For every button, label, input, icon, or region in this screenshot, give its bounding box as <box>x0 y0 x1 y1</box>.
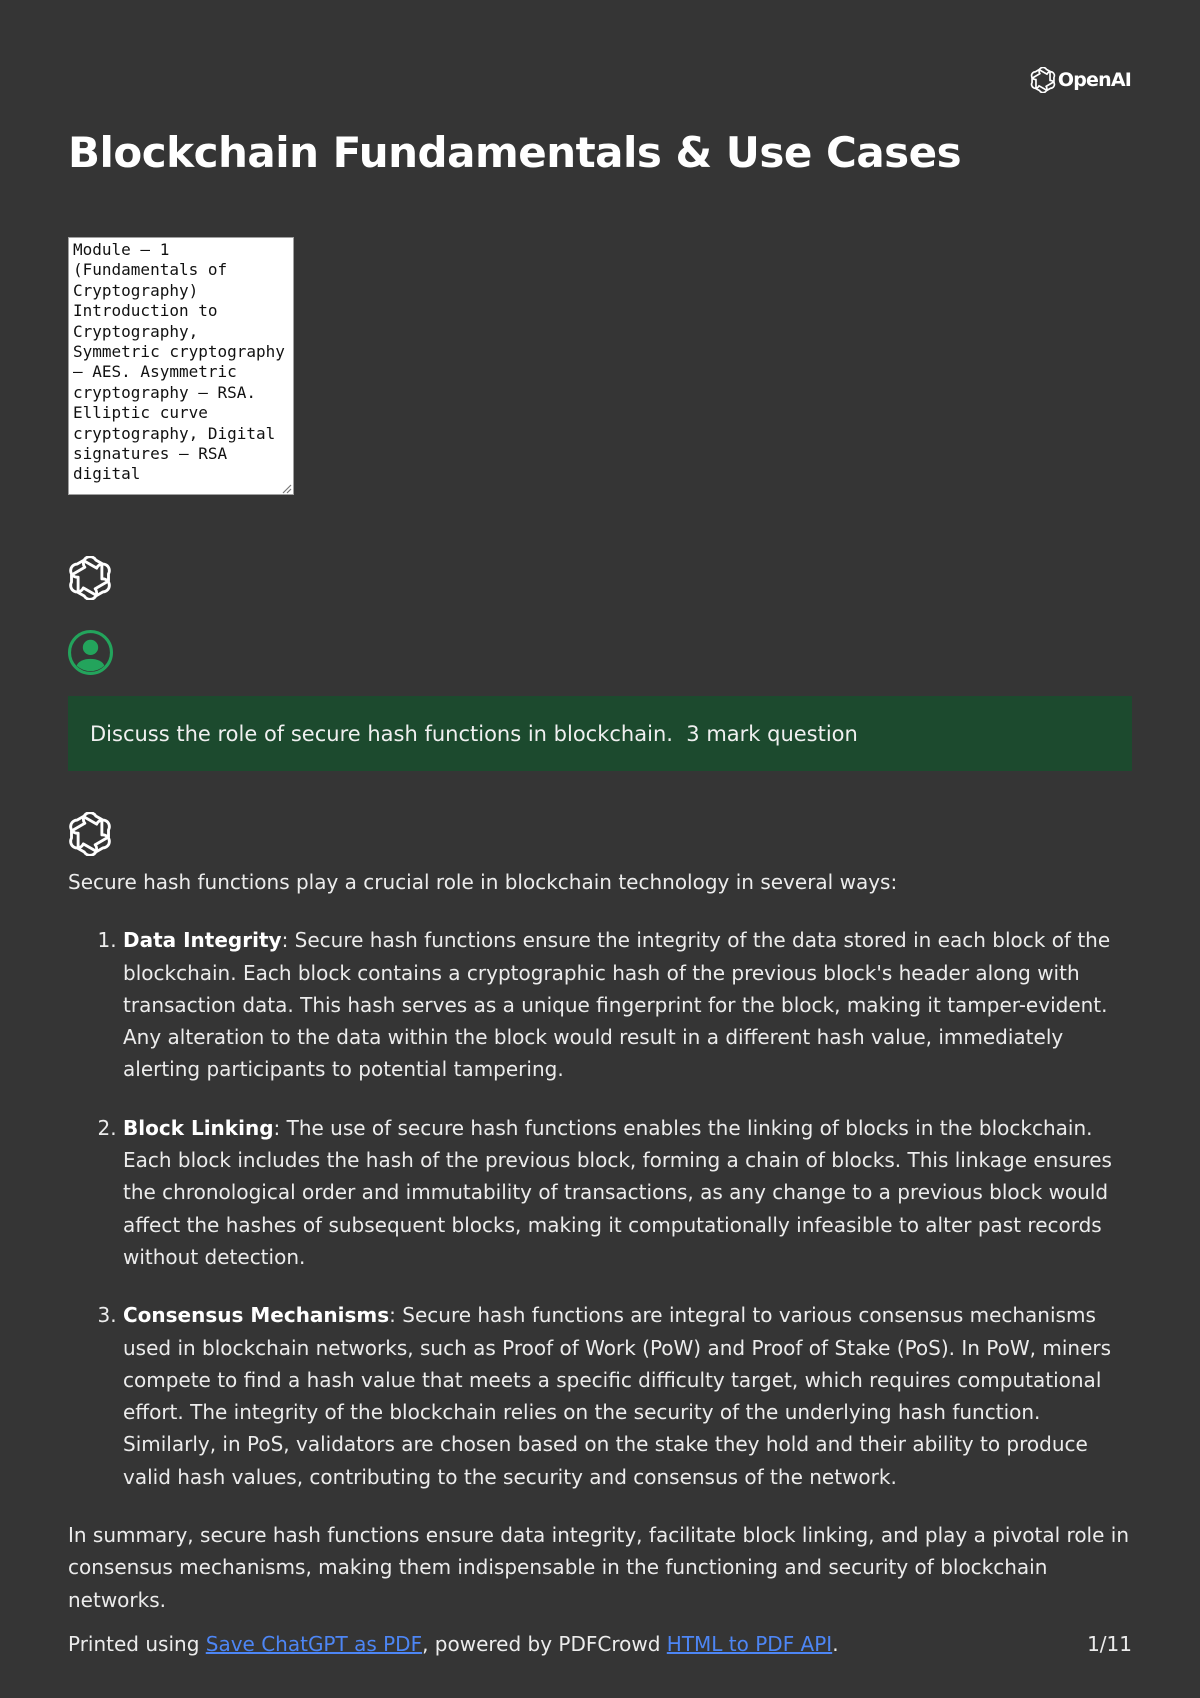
list-item-text: : The use of secure hash functions enables the linking of blocks in the blockchain. Each block includes the hash of the previous block, forming a chain of blocks. This linkage ensures the chronological order and immutability of transactions, as any change to a previous block would affect the hashes of subsequent blocks, making it computationally infeasible to alter past records without detection. <box>123 1115 1112 1269</box>
resize-grip-icon[interactable] <box>280 482 292 494</box>
page-number: 1/11 <box>1087 1632 1132 1656</box>
assistant-response <box>68 866 1132 1616</box>
footer-middle: , powered by PDFCrowd <box>422 1632 667 1656</box>
list-item-term: Consensus Mechanisms <box>123 1303 390 1328</box>
page-title: Blockchain Fundamentals & Use Cases <box>68 128 962 177</box>
user-avatar-icon <box>68 630 113 675</box>
user-prompt-text: Discuss the role of secure hash functions in blockchain. 3 mark question <box>90 721 858 746</box>
save-chatgpt-pdf-link[interactable]: Save ChatGPT as PDF <box>205 1632 423 1656</box>
footer-credit <box>68 1632 839 1656</box>
list-item-text: : Secure hash functions ensure the integrity of the data stored in each block of the blockchain. Each block contains a cryptographic hash of the previous block's header along with transaction data. This hash serves as a unique fingerprint for the block, making it tamper-evident. Any alteration to the data within the block would result in a different hash value, immediately alerting participants to potential tampering. <box>123 928 1111 1082</box>
response-summary: In summary, secure hash functions ensure data integrity, facilitate block linking, and play a pivotal role in consensus mechanisms, making them indispensable in the functioning and security of blockchain networks. <box>68 1523 1130 1612</box>
list-item <box>123 1299 1132 1493</box>
user-prompt-message <box>68 696 1132 771</box>
response-intro: Secure hash functions play a crucial role in blockchain technology in several ways: <box>68 870 898 894</box>
footer-prefix: Printed using <box>68 1632 206 1656</box>
list-item <box>123 1112 1132 1273</box>
chatgpt-avatar-icon <box>68 812 112 856</box>
list-item <box>123 924 1132 1085</box>
openai-logo-icon <box>1030 67 1056 93</box>
openai-logo-text: OpenAI <box>1057 69 1131 91</box>
footer-suffix: . <box>832 1632 839 1656</box>
list-item-text: : Secure hash functions are integral to various consensus mechanisms used in blockchain networks, such as Proof of Work (PoW) and Proof of Stake (PoS). In PoW, miners compete to find a hash value that meets a specific difficulty target, which requires computational effort. The integrity of the blockchain relies on the security of the underlying hash function. Similarly, in PoS, validators are chosen based on the stake they hold and their ability to produce valid hash values, contributing to the security and consensus of the network. <box>123 1303 1112 1489</box>
openai-logo <box>1030 67 1131 93</box>
html-to-pdf-api-link[interactable]: HTML to PDF API <box>666 1632 833 1656</box>
list-item-term: Block Linking <box>123 1115 274 1140</box>
chatgpt-avatar-icon <box>68 556 112 600</box>
response-list <box>68 924 1132 1493</box>
module-syllabus-textarea[interactable] <box>68 237 294 495</box>
print-footer <box>68 1632 1132 1656</box>
list-item-term: Data Integrity <box>123 928 282 953</box>
